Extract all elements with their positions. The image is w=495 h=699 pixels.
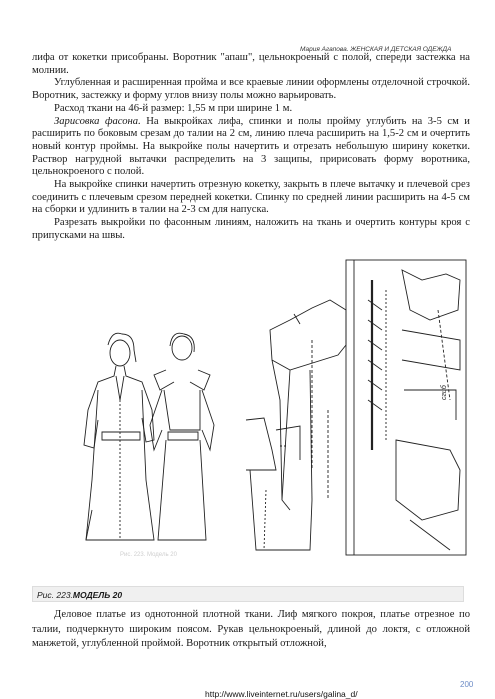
- caption-title: МОДЕЛЬ 20: [72, 590, 123, 600]
- footer-url[interactable]: http://www.liveinternet.ru/users/galina_d/: [205, 689, 358, 699]
- article-text: [32, 52, 470, 243]
- paragraph-4: [32, 116, 470, 180]
- caption-prefix: Рис. 223.: [37, 590, 73, 600]
- faint-figure-label: Рис. 223. Модель 20: [120, 552, 177, 558]
- running-header: Мария Агапова. ЖЕНСКАЯ И ДЕТСКАЯ ОДЕЖДА: [300, 46, 452, 53]
- dress-back-illustration: [150, 333, 214, 540]
- figure-caption: [32, 586, 464, 602]
- pattern-figure: [50, 250, 470, 580]
- sketch-text: На выкройках лифа, спинки и полы пройму углубить на 3-5 см и расширить по боковым срезам до талии на 2 см, линию плеча расширить на 1,5-2 см и очертить новый контур проймы. На выкройке полы начертить и отрезать небольшую ширину кокетки. Раствор нагрудной вытачки распределить на 3 защипы, пририсовать форму воротника, цельнокроеного с полой.: [32, 115, 470, 178]
- sketch-lead: Зарисовка фасона.: [54, 115, 141, 127]
- page-number: 200: [460, 680, 474, 689]
- pattern-board: [346, 260, 466, 555]
- model-paragraph: Деловое платье из однотонной плотной ткани. Лиф мягкого покроя, платье отрезное по талии, подчеркнуто широким поясом. Рукав цельнокроеный, длиной до локтя, с отложной манжетой, углубленной проймой. Воротник открытый отложной,: [32, 609, 470, 649]
- paragraph-3: Расход ткани на 46-й размер: 1,55 м при ширине 1 м.: [54, 102, 293, 114]
- dress-front-illustration: [84, 333, 154, 540]
- bodice-pattern: [246, 300, 346, 550]
- paragraph-2: Углубленная и расширенная пройма и все краевые линии оформлены отделочной строчкой. Воротник, застежку и форму углов внизу полы можно варьировать.: [32, 77, 470, 102]
- model-description: [32, 608, 470, 652]
- fold-label: сгиб: [441, 385, 448, 400]
- paragraph-1: лифа от кокетки присобраны. Воротник "апаш", цельнокроеный с полой, спереди застежка на молнии.: [32, 52, 470, 76]
- paragraph-6: Разрезать выкройки по фасонным линиям, наложить на ткань и очертить контуры кроя с припусками на швы.: [32, 217, 470, 241]
- paragraph-5: На выкройке спинки начертить отрезную кокетку, закрыть в плече вытачку и плечевой срез соединить с плечевым срезом передней кокетки. Спинку по средней линии расширить на 4-5 см на сборки и удлинить в талии на 2-3 см для напуска.: [32, 179, 470, 216]
